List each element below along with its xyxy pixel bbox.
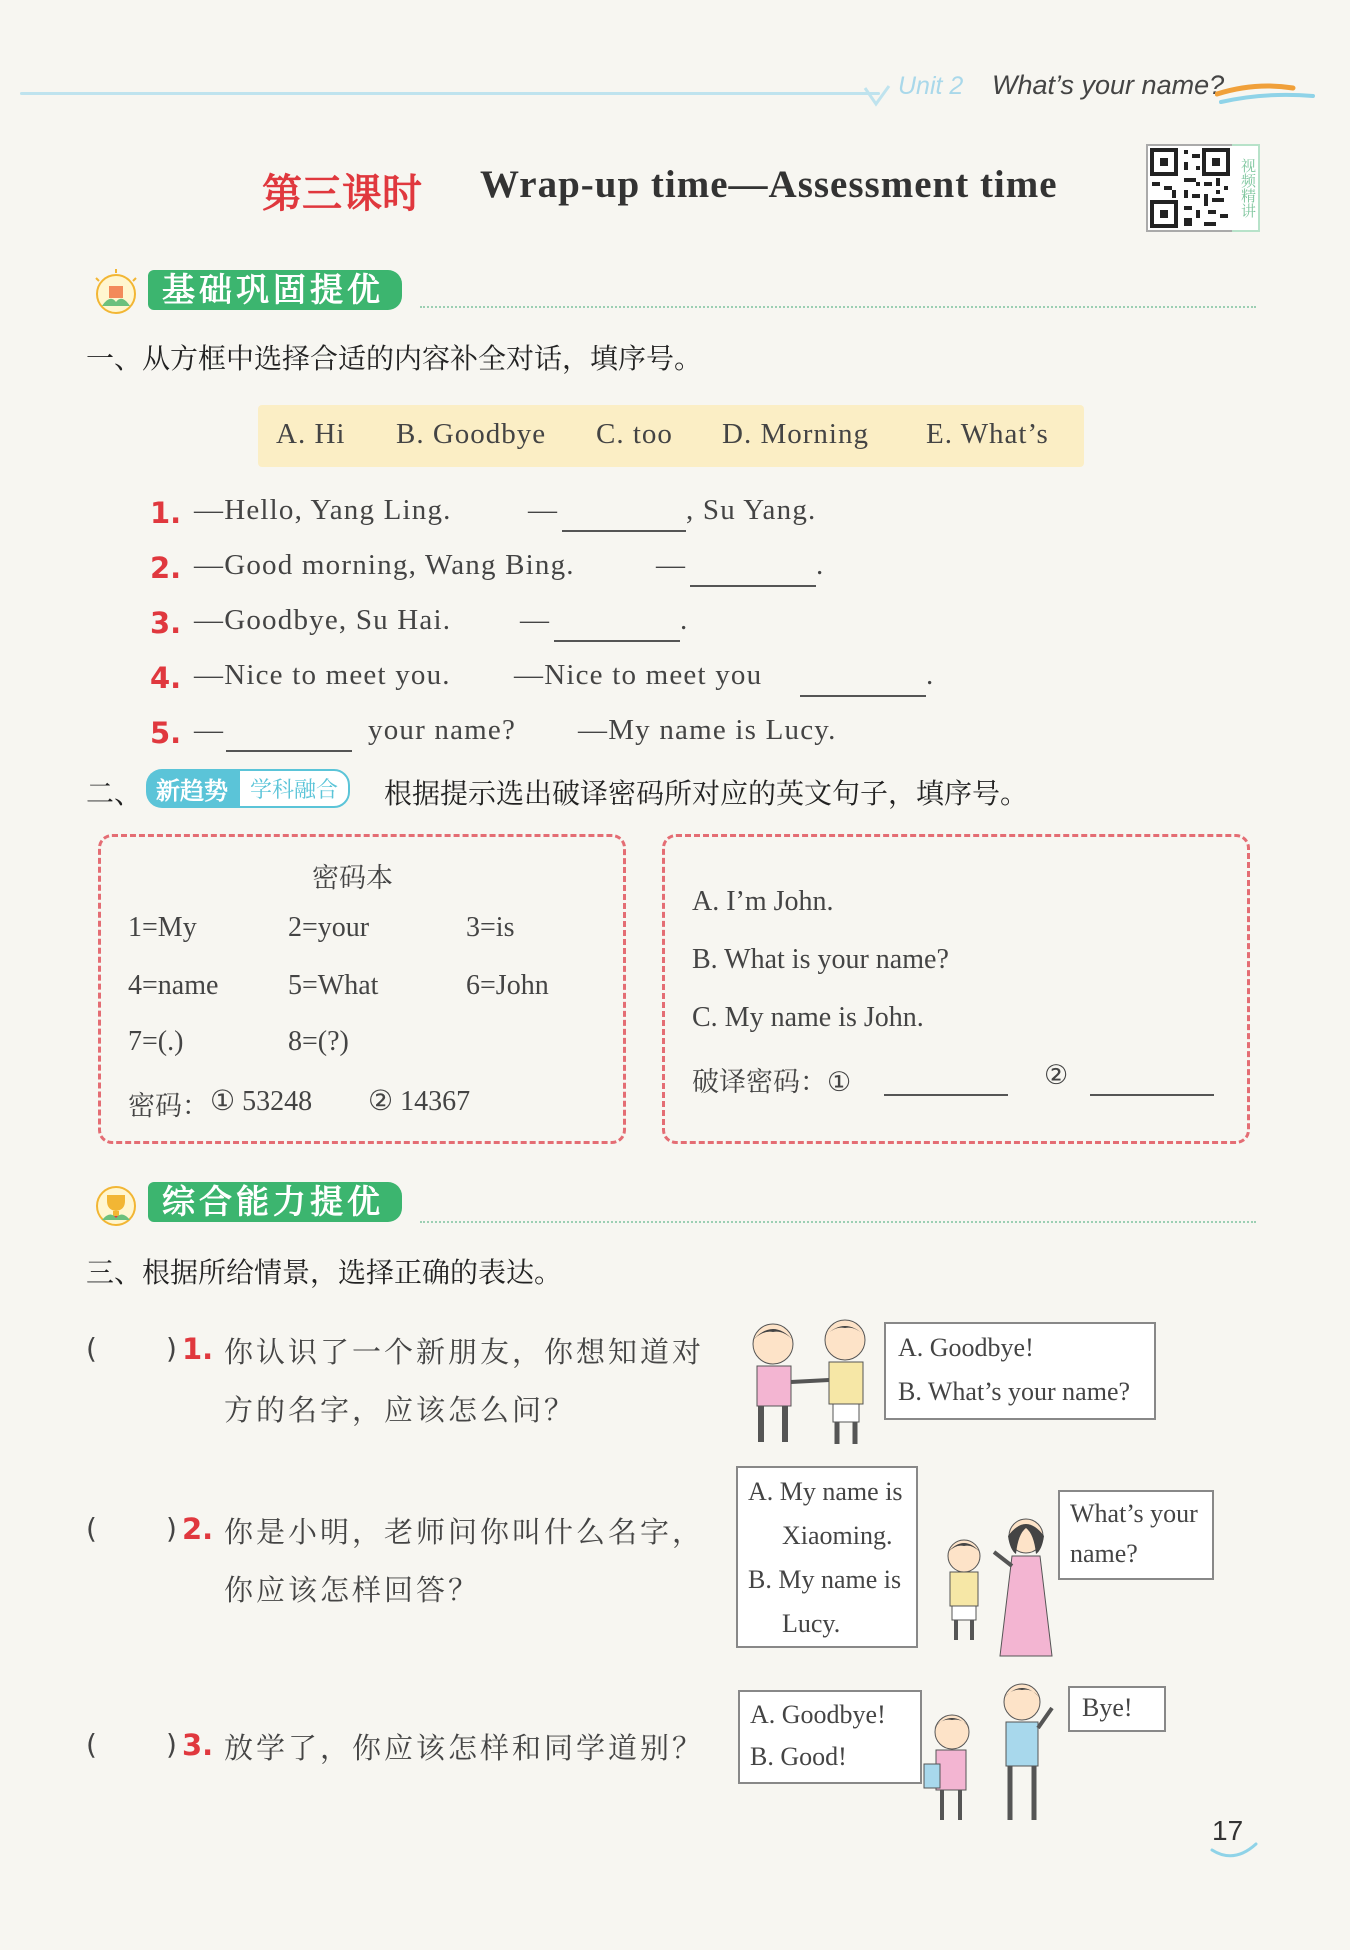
q3-3-options-bubble — [738, 1690, 922, 1784]
choice-c: C. My name is John. — [692, 1002, 924, 1033]
qr-code-icon[interactable] — [1146, 144, 1234, 232]
q5-prompt: your name? — [368, 714, 517, 746]
q4-tail: . — [926, 659, 935, 691]
q3-2-options-bubble — [736, 1466, 918, 1648]
q1-number: 1. — [150, 496, 182, 530]
code-5: 5=What — [288, 970, 379, 1001]
password-label: 密码： — [128, 1091, 209, 1122]
password-2: ② 14367 — [368, 1086, 471, 1117]
code-4: 4=name — [128, 970, 219, 1001]
divider — [420, 306, 1256, 308]
q3-3-option-b: B. Good! — [750, 1742, 847, 1771]
q3-2-speech-line1: What’s your — [1070, 1499, 1198, 1528]
q5-dash: — — [194, 714, 225, 746]
q3-3-paren-open: ( — [86, 1728, 97, 1761]
q3-2-number: 2. — [182, 1512, 214, 1546]
q1-tail: , Su Yang. — [686, 494, 817, 526]
q3-dash: — — [520, 604, 551, 636]
q3-1-answer-slot[interactable] — [110, 1326, 164, 1366]
q3-2-line1: 你是小明，老师问你叫什么名字， — [224, 1515, 705, 1549]
answer-2-marker: ② — [1044, 1060, 1069, 1091]
q3-number: 3. — [150, 606, 182, 640]
section2-prefix: 二、 — [86, 777, 143, 810]
q3-1-number: 1. — [182, 1332, 214, 1366]
q3-2-speech-line2: name? — [1070, 1539, 1138, 1568]
code-3: 3=is — [466, 912, 515, 943]
banner-comprehensive — [88, 1180, 418, 1224]
q3-2-answer-slot[interactable] — [110, 1506, 164, 1546]
answer-blank-1[interactable] — [884, 1060, 1008, 1096]
q2-answer-blank[interactable] — [690, 549, 816, 587]
q4-number: 4. — [150, 661, 182, 695]
q3-2-option-a-line1: A. My name is — [748, 1477, 903, 1506]
trend-tag-label: 新趋势 — [146, 769, 238, 808]
banner-comprehensive-label: 综合能力提优 — [148, 1182, 402, 1222]
code-6: 6=John — [466, 970, 549, 1001]
option-d: D. Morning — [722, 418, 869, 450]
unit-label: Unit 2 — [898, 72, 964, 100]
q5-answer-blank[interactable] — [226, 714, 352, 752]
banner-basic-label: 基础巩固提优 — [148, 270, 402, 310]
q5-response: —My name is Lucy. — [578, 714, 837, 746]
page-swoosh-icon — [1210, 1842, 1260, 1862]
q3-3-option-a: A. Goodbye! — [750, 1700, 886, 1729]
option-c: C. too — [596, 418, 673, 450]
subject-tag-label: 学科融合 — [238, 769, 350, 808]
q1-dash: — — [528, 494, 559, 526]
q2-prompt: —Good morning, Wang Bing. — [194, 549, 575, 581]
q3-1-paren-close: ) — [166, 1332, 177, 1365]
trophy-badge-icon — [88, 1180, 146, 1228]
lesson-title: Wrap-up time—Assessment time — [480, 163, 1058, 206]
teacher-student-illustration — [938, 1514, 1058, 1672]
q3-3-speech-bubble — [1068, 1686, 1166, 1732]
qr-label: 视频精讲 — [1232, 144, 1260, 232]
sun-badge-icon — [88, 268, 146, 316]
q3-prompt: —Goodbye, Su Hai. — [194, 604, 452, 636]
kids-handshake-illustration — [735, 1316, 887, 1450]
choice-a: A. I’m John. — [692, 886, 834, 917]
q3-3-answer-slot[interactable] — [110, 1722, 164, 1762]
password-1: ① 53248 — [210, 1086, 313, 1117]
header-rule — [20, 92, 880, 95]
code-1: 1=My — [128, 912, 197, 943]
q3-2-speech-bubble — [1058, 1490, 1214, 1580]
q3-3-speech-text: Bye! — [1082, 1693, 1133, 1722]
q3-2-paren-open: ( — [86, 1512, 97, 1545]
q3-1-option-a: A. Goodbye! — [898, 1333, 1034, 1362]
q2-tail: . — [816, 549, 825, 581]
q3-answer-blank[interactable] — [554, 604, 680, 642]
code-8: 8=(?) — [288, 1026, 349, 1057]
q3-tail: . — [680, 604, 689, 636]
q3-3-paren-close: ) — [166, 1728, 177, 1761]
q2-number: 2. — [150, 551, 182, 585]
q4-response: —Nice to meet you — [514, 659, 763, 691]
q3-3-number: 3. — [182, 1728, 214, 1762]
unit-title: What’s your name? — [992, 70, 1225, 100]
q3-1-options-bubble — [884, 1322, 1156, 1420]
section1-heading: 一、从方框中选择合适的内容补全对话，填序号。 — [86, 342, 703, 375]
choice-b: B. What is your name? — [692, 944, 949, 975]
q2-dash: — — [656, 549, 687, 581]
divider — [420, 1221, 1256, 1223]
code-7: 7=(.) — [128, 1026, 184, 1057]
q3-3-line1: 放学了，你应该怎样和同学道别？ — [224, 1731, 705, 1765]
option-e: E. What’s — [926, 418, 1049, 450]
q3-1-line2: 方的名字，应该怎么问？ — [224, 1393, 577, 1427]
q1-prompt: —Hello, Yang Ling. — [194, 494, 452, 526]
q3-2-paren-close: ) — [166, 1512, 177, 1545]
q3-1-line1: 你认识了一个新朋友，你想知道对 — [224, 1335, 705, 1369]
q3-1-option-b: B. What’s your name? — [898, 1377, 1131, 1406]
lesson-number: 第三课时 — [262, 170, 422, 217]
q4-prompt: —Nice to meet you. — [194, 659, 451, 691]
answer-blank-2[interactable] — [1090, 1060, 1214, 1096]
code-2: 2=your — [288, 912, 370, 943]
q1-answer-blank[interactable] — [562, 494, 686, 532]
q5-number: 5. — [150, 716, 182, 750]
section3-heading: 三、根据所给情景，选择正确的表达。 — [86, 1256, 563, 1289]
q3-1-paren-open: ( — [86, 1332, 97, 1365]
codebook-title: 密码本 — [312, 863, 393, 894]
swoosh-icon — [1215, 78, 1315, 108]
answer-label: 破译密码：① — [692, 1067, 852, 1098]
option-b: B. Goodbye — [396, 418, 547, 450]
banner-basic — [88, 268, 418, 312]
kids-waving-illustration — [918, 1680, 1058, 1826]
q3-2-option-a-line2: Xiaoming. — [782, 1521, 893, 1550]
q4-answer-blank[interactable] — [800, 659, 926, 697]
section2-heading: 根据提示选出破译密码所对应的英文句子，填序号。 — [384, 777, 1029, 810]
option-a: A. Hi — [276, 418, 346, 450]
trend-tag — [146, 769, 350, 808]
page-number: 17 — [1212, 1815, 1244, 1846]
q3-2-option-b-line1: B. My name is — [748, 1565, 902, 1594]
q3-2-option-b-line2: Lucy. — [782, 1609, 841, 1638]
leaf-icon — [862, 82, 892, 108]
q3-2-line2: 你应该怎样回答？ — [224, 1573, 481, 1607]
